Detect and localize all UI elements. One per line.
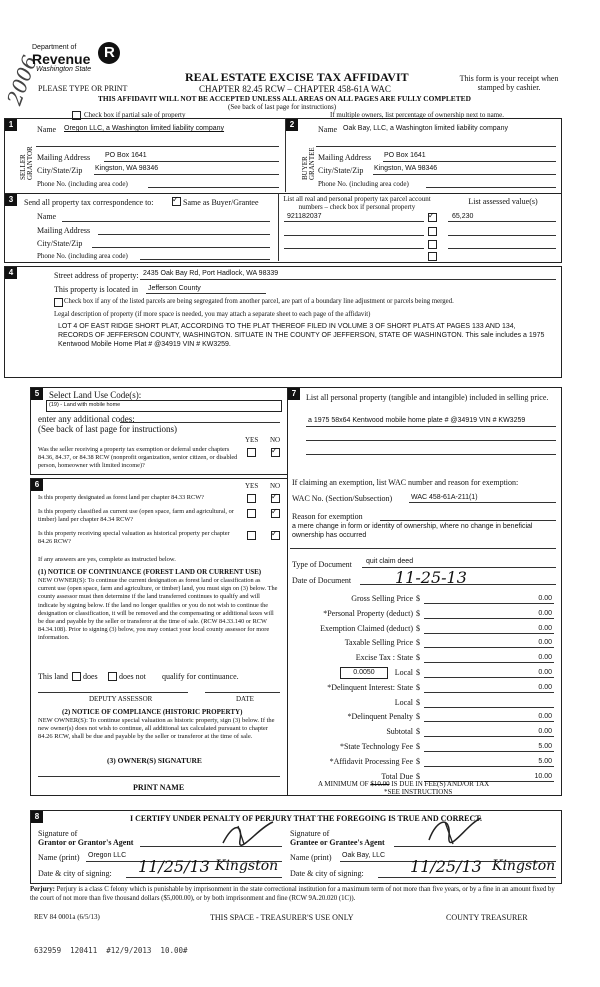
parcel-4-checkbox[interactable]	[428, 252, 437, 261]
minimum-old: $10.00	[370, 780, 390, 788]
land-does-label: This land	[38, 672, 68, 681]
grantor-date-city-label: Date & city of signing:	[38, 869, 112, 878]
print-name-label: PRINT NAME	[133, 783, 185, 792]
tax-row-dollar: $	[416, 771, 420, 781]
tax-row-line	[424, 677, 554, 678]
cashier-stamp: 632959 120411 #12/9/2013 10.00#	[34, 946, 188, 955]
partial-sale-label: Check box if partial sale of property	[84, 111, 186, 119]
doc-date-label: Date of Document	[292, 576, 352, 585]
sec3-name-label: Name	[37, 212, 57, 221]
seller-name[interactable]: Oregon LLC, a Washington limited liability company	[64, 125, 225, 132]
tax-row-label: *Personal Property (deduct)	[323, 608, 413, 618]
tax-row-label: Exemption Claimed (deduct)	[320, 623, 413, 633]
personal-property-value[interactable]: a 1975 58x64 Kentwood mobile home plate # @34919 VIN # KW3259	[308, 417, 526, 424]
margin-scribble: 2006	[2, 52, 42, 109]
current-use-yes-checkbox[interactable]	[247, 509, 256, 518]
grantee-date[interactable]: 11/25/13	[410, 857, 482, 876]
section-8-number: 8	[31, 811, 43, 823]
tax-row-label: *Affidavit Processing Fee	[329, 756, 413, 766]
historic-no-check-icon: ✓	[271, 529, 278, 538]
wac-value[interactable]: WAC 458-61A-211(1)	[411, 494, 478, 501]
tax-row-value[interactable]: 0.00	[538, 683, 552, 691]
see-instructions: *SEE INSTRUCTIONS	[384, 788, 453, 796]
tax-row-value[interactable]: 0.00	[538, 595, 552, 602]
tax-row-line	[424, 603, 554, 604]
perjury-text: Perjury is a class C felony which is punishable by imprisonment in the state correctional institution for a maximum term of not more than five years, or by a fine in an amount fixed by the court of not more than five thousand dollars ($5,000.00), or by both imprisonment and fine (RCW 9A.20.020 (1C)).	[30, 886, 555, 902]
perjury-note	[30, 886, 560, 903]
minimum-pre: A MINIMUM OF	[318, 780, 369, 788]
grantor-sig-label2: Grantor or Grantor's Agent	[38, 838, 134, 847]
receipt-note: This form is your receipt when stamped by cashier.	[459, 74, 559, 92]
tax-row-label: *State Technology Fee	[339, 742, 413, 751]
tax-row-value[interactable]: 0.00	[538, 624, 552, 632]
see-back-header: (See back of last page for instructions)	[228, 103, 337, 111]
tax-row-value[interactable]: 0.00	[538, 639, 552, 647]
minimum-note	[318, 780, 489, 788]
same-as-buyer-check-icon: ✓	[172, 195, 179, 204]
buyer-city[interactable]: Kingston, WA 98346	[374, 165, 438, 172]
tax-row-label: Local	[394, 668, 413, 677]
additional-codes-label: enter any additional codes:	[38, 414, 135, 424]
grantor-date[interactable]: 11/25/13	[138, 857, 210, 876]
certify-statement: I CERTIFY UNDER PENALTY OF PERJURY THAT THE FOREGOING IS TRUE AND CORRECT.	[130, 814, 483, 823]
tax-row-dollar: $	[416, 623, 420, 633]
legal-description[interactable]: LOT 4 OF EAST RIDGE SHORT PLAT, ACCORDING TO THE PLAT THEREOF FILED IN VOLUME 3 OF SHORT PLATS AT PAGES 133 AND 134, RECORDS OF JEFFERSON COUNTY, WASHINGTON. SITUATE IN THE COUNTY OF JEFFERSON, STATE OF WASHINGTON. This sale includes a 1975 Kentwood Mobile Home Plat # @34919 VIN # KW3259.	[58, 323, 545, 348]
tax-row-value[interactable]: 5.00	[538, 743, 552, 750]
seller-city-label: City/State/Zip	[37, 166, 83, 175]
parcel-1-check-icon: ✓	[428, 211, 435, 220]
form-rev: REV 84 0001a (6/5/13)	[34, 913, 100, 921]
tax-row-label: *Delinquent Interest: State	[327, 682, 413, 692]
reason-label: Reason for exemption	[292, 512, 363, 521]
tax-row-dollar: $	[416, 653, 420, 663]
sec3-phone-label: Phone No. (including area code)	[37, 252, 128, 260]
dept-line3: Washington State	[36, 66, 92, 73]
send-correspondence-label: Send all property tax correspondence to:	[24, 198, 154, 207]
reason-value[interactable]: a mere change in form or identity of ownership, where no change in beneficial ownership has occurred	[292, 523, 533, 539]
treasurer-use-only: THIS SPACE - TREASURER'S USE ONLY	[210, 913, 354, 922]
notice1-title: (1) NOTICE OF CONTINUANCE (FOREST LAND OR CURRENT USE)	[38, 568, 262, 576]
tax-row-value[interactable]: 0.00	[538, 728, 552, 736]
minimum-post: IS DUE IN FEE(S) AND/OR TAX	[391, 780, 490, 788]
tax-row-line	[424, 662, 554, 663]
sec3-city-label: City/State/Zip	[37, 239, 83, 248]
section-1-number: 1	[5, 119, 17, 131]
current-use-question: Is this property classified as current use (open space, farm and agricultural, or timber) land per chapter 84.34 RCW?	[38, 508, 234, 523]
does-not-label: does not	[119, 672, 146, 681]
county[interactable]: Jefferson County	[148, 285, 201, 292]
tax-row-value[interactable]: 5.00	[538, 757, 552, 765]
grantee-print-name[interactable]: Oak Bay, LLC	[342, 852, 386, 859]
seller-city[interactable]: Kingston, WA 98346	[95, 165, 159, 172]
deputy-assessor-label: DEPUTY ASSESSOR	[89, 695, 153, 703]
historic-yes-checkbox[interactable]	[247, 531, 256, 540]
sec5-no-header: NO	[270, 436, 281, 444]
tax-row-dollar: $	[416, 712, 420, 722]
historic-question: Is this property receiving special valuation as historical property per chapter 84.26 RCW?	[38, 530, 230, 545]
land-use-selected: (19) - Land with mobile home	[49, 402, 121, 408]
deputy-date-label: DATE	[236, 695, 254, 703]
forest-no-check-icon: ✓	[271, 492, 278, 501]
does-checkbox[interactable]	[72, 672, 81, 681]
street-label: Street address of property:	[54, 271, 139, 280]
sec5-see-back: (See back of last page for instructions)	[38, 424, 177, 434]
grantor-signature	[218, 818, 278, 848]
buyer-city-label: City/State/Zip	[318, 166, 364, 175]
tax-row-line	[424, 766, 554, 767]
seller-mailing-label: Mailing Address	[37, 153, 91, 162]
section-6-number: 6	[31, 479, 43, 491]
section-4-number: 4	[5, 267, 17, 279]
land-use-label: Select Land Use Code(s):	[49, 390, 142, 400]
notice2-body: NEW OWNER(S): To continue special valuation as historic property, sign (3) below. If the new owner(s) does not wish to continue, all additional tax calculated pursuant to chapter 84.26 RCW, shall be due and payable by the seller or transferor at the time of sale.	[38, 717, 275, 741]
notice1-body: NEW OWNER(S): To continue the current designation as forest land or classification as current use (open space, farm and agriculture, or timber) land, you must sign on (3) below. The county assessor must then determine if the land transferred continues to qualify and will indicate by signing below. If the land no longer qualifies or you do not wish to continue the designation or classification, it will be removed and the compensating or additional taxes will be due and payable by the seller or transferor at the time of sale. (RCW 84.33.140 or RCW 84.34.108). Prior to signing (3) below, you may contact your local county assessor for more information.	[38, 577, 278, 642]
tax-row-dollar: $	[416, 682, 420, 692]
forest-yes-checkbox[interactable]	[247, 494, 256, 503]
tax-row-line	[424, 647, 554, 648]
parcel-2-checkbox[interactable]	[428, 227, 437, 236]
seller-name-label: Name	[37, 125, 57, 134]
seller-mailing[interactable]: PO Box 1641	[105, 152, 147, 159]
doc-date-value[interactable]: 11-25-13	[395, 568, 467, 587]
dept-line1: Department of	[32, 44, 77, 51]
buyer-mailing[interactable]: PO Box 1641	[384, 152, 426, 159]
assessed-value[interactable]: 65,230	[452, 213, 474, 220]
sec3-mailing-label: Mailing Address	[37, 226, 91, 235]
form-chapter: CHAPTER 82.45 RCW – CHAPTER 458-61A WAC	[199, 84, 391, 94]
personal-property-label: List all personal property (tangible and intangible) included in selling price.	[306, 393, 549, 402]
grantor-city[interactable]: Kingston	[215, 858, 279, 874]
doc-type-label: Type of Document	[292, 560, 352, 569]
please-type: PLEASE TYPE OR PRINT	[38, 84, 128, 93]
tax-row-label: Gross Selling Price	[351, 594, 413, 603]
tax-row-dollar: $	[416, 594, 420, 603]
any-yes-note: If any answers are yes, complete as instructed below.	[38, 556, 176, 563]
tax-row-line	[424, 707, 554, 708]
wac-label: WAC No. (Section/Subsection)	[292, 494, 393, 503]
grantee-name-label: Name (print)	[290, 853, 332, 862]
owner-signature-label: (3) OWNER(S) SIGNATURE	[107, 756, 202, 765]
grantee-signature	[425, 812, 485, 848]
tax-row-line	[424, 692, 554, 693]
local-rate-box[interactable]: 0.0050	[340, 667, 388, 679]
tax-row-dollar: $	[416, 697, 420, 707]
street-address[interactable]: 2435 Oak Bay Rd, Port Hadlock, WA 98339	[143, 270, 279, 277]
tax-row-dollar: $	[416, 668, 420, 677]
grantor-name-label: Name (print)	[38, 853, 80, 862]
tax-row-label: *Delinquent Penalty	[347, 712, 413, 722]
multiple-owners-note: If multiple owners, list percentage of ownership next to name.	[330, 111, 504, 119]
tax-row-dollar: $	[416, 638, 420, 648]
buyer-name[interactable]: Oak Bay, LLC, a Washington limited liability company	[343, 125, 508, 132]
qualify-label: qualify for continuance.	[162, 672, 239, 681]
dept-line2: Revenue	[32, 51, 91, 67]
parcel-number[interactable]: 921182037	[287, 213, 322, 220]
buyer-name-label: Name	[318, 125, 338, 134]
form-title: REAL ESTATE EXCISE TAX AFFIDAVIT	[185, 70, 409, 84]
buyer-phone-label: Phone No. (including area code)	[318, 180, 409, 188]
tax-row-line	[424, 618, 554, 619]
sec5-yes-checkbox[interactable]	[247, 448, 256, 457]
tax-row-line	[424, 751, 554, 752]
sec6-no-header: NO	[270, 482, 281, 490]
tax-row-label: Local	[394, 697, 413, 707]
parcel-header: List all real and personal property tax parcel account numbers – check box if personal property	[283, 195, 431, 211]
tax-row-value[interactable]: 0.00	[538, 713, 552, 721]
seller-side-label: SELLER GRANTOR	[19, 146, 34, 180]
tax-row-dollar: $	[416, 756, 420, 766]
doc-type-value[interactable]: quit claim deed	[366, 558, 414, 565]
tax-row-value[interactable]: 0.00	[538, 669, 552, 676]
tax-row-label: Excise Tax : State	[355, 653, 413, 663]
seller-phone-label: Phone No. (including area code)	[37, 180, 128, 188]
form-warning: THIS AFFIDAVIT WILL NOT BE ACCEPTED UNLESS ALL AREAS ON ALL PAGES ARE FULLY COMPLETED	[98, 94, 471, 103]
tax-row-dollar: $	[416, 742, 420, 751]
buyer-side-label: BUYER GRANTEE	[301, 147, 316, 180]
tax-row-dollar: $	[416, 727, 420, 737]
perjury-label: Perjury:	[30, 886, 55, 893]
exemption-question: Was the seller receiving a property tax exemption or deferral under chapters 84.36, 84.37, or 84.38 RCW (nonprofit organization, senior citizen, or disabled person, homeowner with limited income)?	[38, 446, 238, 469]
sec5-no-check-icon: ✓	[271, 446, 278, 455]
tax-row-line	[424, 721, 554, 722]
tax-row-label: Subtotal	[386, 727, 413, 737]
does-label: does	[83, 672, 98, 681]
located-label: This property is located in	[54, 285, 138, 294]
grantor-sig-label1: Signature of	[38, 829, 78, 838]
parcel-3-checkbox[interactable]	[428, 240, 437, 249]
same-as-buyer-label: Same as Buyer/Grantee	[183, 198, 259, 207]
section-2-number: 2	[286, 119, 298, 131]
does-not-checkbox[interactable]	[108, 672, 117, 681]
tax-row-value[interactable]: 0.00	[538, 609, 552, 617]
current-use-no-check-icon: ✓	[271, 507, 278, 516]
tax-row-value[interactable]: 10.00	[534, 772, 552, 780]
sec5-yes-header: YES	[245, 436, 259, 444]
sec6-yes-header: YES	[245, 482, 259, 490]
wac-intro: If claiming an exemption, list WAC number and reason for exemption:	[292, 478, 519, 487]
section-3-number: 3	[5, 194, 17, 206]
grantee-date-city-label: Date & city of signing:	[290, 869, 364, 878]
grantee-sig-label1: Signature of	[290, 829, 330, 838]
grantee-city[interactable]: Kingston	[492, 858, 556, 874]
segregated-checkbox[interactable]	[54, 298, 63, 307]
grantee-sig-label2: Grantee or Grantee's Agent	[290, 838, 385, 847]
assessed-header: List assessed value(s)	[468, 197, 538, 206]
land-use-select[interactable]	[46, 400, 282, 412]
county-treasurer: COUNTY TREASURER	[446, 913, 528, 922]
section-7-number: 7	[288, 388, 300, 400]
notice2-title: (2) NOTICE OF COMPLIANCE (HISTORIC PROPERTY)	[62, 708, 243, 716]
section-5-number: 5	[31, 388, 43, 400]
tax-row-dollar: $	[416, 608, 420, 618]
legal-label: Legal description of property (if more space is needed, you may attach a separate sheet to each page of the affidavit)	[54, 311, 371, 318]
tax-row-label: Taxable Selling Price	[344, 638, 413, 648]
tax-row-label: Total Due	[381, 771, 413, 781]
tax-row-line	[424, 736, 554, 737]
revenue-logo-mark: R	[104, 44, 115, 61]
tax-row-value[interactable]: 0.00	[538, 654, 552, 662]
department-logo	[22, 40, 132, 80]
grantor-print-name[interactable]: Oregon LLC	[88, 852, 127, 859]
forest-question: Is this property designated as forest land per chapter 84.33 RCW?	[38, 494, 204, 501]
segregated-label: Check box if any of the listed parcels are being segregated from another parcel, are part of a boundary line adjustment or parcels being merged.	[64, 298, 454, 305]
tax-row-line	[424, 633, 554, 634]
buyer-mailing-label: Mailing Address	[318, 153, 372, 162]
